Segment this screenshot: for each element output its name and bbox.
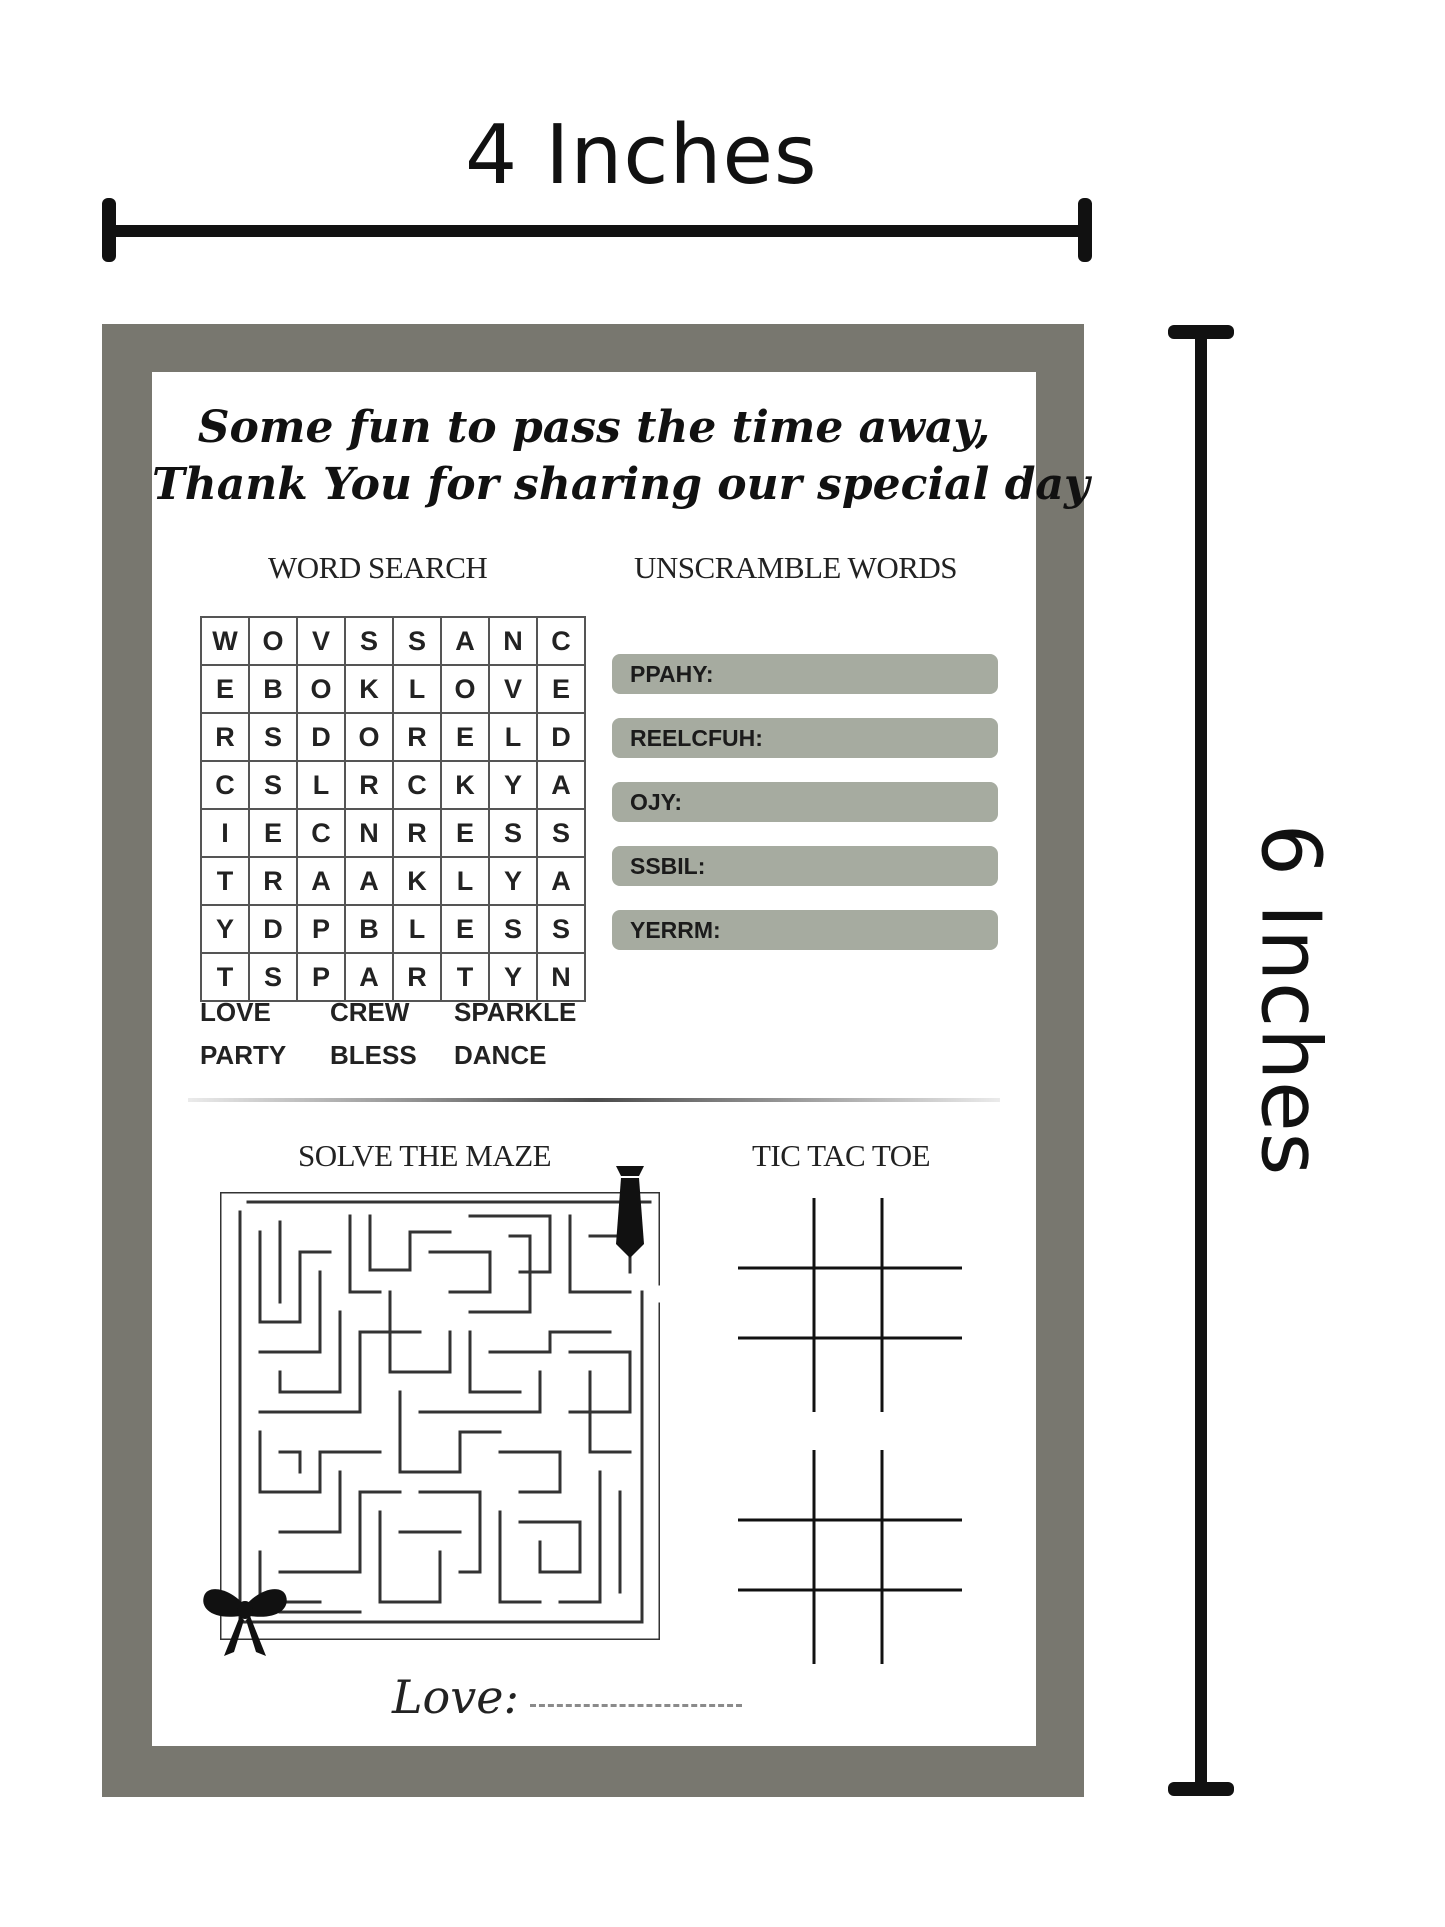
word-search-row — [201, 713, 585, 761]
word-search-word: PARTY — [200, 1040, 287, 1070]
word-search-cell[interactable]: Y — [489, 761, 537, 809]
word-search-cell[interactable]: C — [297, 809, 345, 857]
word-search-cell[interactable]: K — [441, 761, 489, 809]
word-search-word: DANCE — [454, 1040, 547, 1070]
word-search-row — [201, 857, 585, 905]
word-search-cell[interactable]: T — [201, 857, 249, 905]
word-search-cell[interactable]: Y — [201, 905, 249, 953]
height-dimension-cap-bottom — [1168, 1782, 1234, 1796]
word-search-cell[interactable]: E — [441, 713, 489, 761]
word-search-cell[interactable]: A — [345, 953, 393, 1001]
word-search-cell[interactable]: O — [345, 713, 393, 761]
activity-card — [152, 372, 1090, 1746]
word-search-cell[interactable]: O — [297, 665, 345, 713]
word-search-cell[interactable]: A — [345, 857, 393, 905]
word-search-cell[interactable]: P — [297, 953, 345, 1001]
word-search-cell[interactable]: L — [297, 761, 345, 809]
tagline-line-1: Some fun to pass the time away, — [197, 402, 991, 453]
word-search-cell[interactable]: A — [441, 617, 489, 665]
tagline-line-2: Thank You for sharing our special day — [152, 459, 1090, 510]
section-divider — [188, 1098, 1000, 1102]
word-search-cell[interactable]: R — [249, 857, 297, 905]
word-search-word: LOVE — [200, 997, 271, 1027]
word-search-cell[interactable]: L — [393, 905, 441, 953]
word-search-cell[interactable]: T — [201, 953, 249, 1001]
tic-tac-toe-board[interactable] — [738, 1198, 962, 1412]
word-search-word: CREW — [330, 997, 410, 1027]
unscramble-item[interactable]: SSBIL: — [612, 846, 998, 886]
word-search-cell[interactable]: L — [441, 857, 489, 905]
signature-line[interactable] — [530, 1704, 742, 1707]
word-search-cell[interactable]: N — [537, 953, 585, 1001]
height-dimension-cap-top — [1168, 325, 1234, 339]
word-search-cell[interactable]: C — [537, 617, 585, 665]
unscramble-title: UNSCRAMBLE WORDS — [634, 550, 958, 585]
word-search-row — [201, 761, 585, 809]
word-search-cell[interactable]: N — [345, 809, 393, 857]
unscramble-item[interactable]: YERRM: — [612, 910, 998, 950]
word-search-cell[interactable]: O — [441, 665, 489, 713]
word-search-row — [201, 953, 585, 1001]
word-search-cell[interactable]: S — [537, 905, 585, 953]
word-search-cell[interactable]: S — [345, 617, 393, 665]
word-search-cell[interactable]: E — [441, 809, 489, 857]
word-search-cell[interactable]: S — [489, 809, 537, 857]
word-search-cell[interactable]: S — [249, 713, 297, 761]
word-search-word-list — [200, 997, 580, 1071]
tic-tac-toe-board[interactable] — [738, 1450, 962, 1664]
word-search-row — [201, 905, 585, 953]
maze[interactable] — [220, 1192, 660, 1640]
height-dimension-label: 6 Inches — [1242, 823, 1338, 1177]
width-dimension-label: 4 Inches — [465, 108, 818, 203]
word-search-cell[interactable]: P — [297, 905, 345, 953]
word-search-cell[interactable]: R — [393, 953, 441, 1001]
word-search-cell[interactable]: O — [249, 617, 297, 665]
word-search-cell[interactable]: S — [249, 761, 297, 809]
tic-tac-toe-title: TIC TAC TOE — [752, 1138, 931, 1173]
word-search-word: SPARKLE — [454, 997, 577, 1027]
word-search-cell[interactable]: S — [393, 617, 441, 665]
width-dimension-cap-right — [1078, 198, 1092, 262]
word-search-cell[interactable]: K — [393, 857, 441, 905]
unscramble-item[interactable]: REELCFUH: — [612, 718, 998, 758]
tie-icon — [612, 1164, 648, 1260]
unscramble-list — [612, 654, 998, 974]
word-search-cell[interactable]: D — [297, 713, 345, 761]
unscramble-item[interactable]: OJY: — [612, 782, 998, 822]
word-search-cell[interactable]: A — [537, 761, 585, 809]
width-dimension-cap-left — [102, 198, 116, 262]
word-search-cell[interactable]: A — [297, 857, 345, 905]
word-search-cell[interactable]: R — [345, 761, 393, 809]
word-search-cell[interactable]: D — [249, 905, 297, 953]
signature-label: Love: — [392, 1670, 519, 1724]
unscramble-item[interactable]: PPAHY: — [612, 654, 998, 694]
word-search-cell[interactable]: Y — [489, 953, 537, 1001]
word-search-cell[interactable]: V — [489, 665, 537, 713]
word-search-cell[interactable]: S — [489, 905, 537, 953]
word-search-cell[interactable]: R — [393, 713, 441, 761]
height-dimension-bar — [1195, 330, 1207, 1790]
word-search-row — [201, 665, 585, 713]
word-search-cell[interactable]: E — [537, 665, 585, 713]
word-search-title: WORD SEARCH — [268, 550, 488, 585]
word-search-grid — [200, 616, 586, 1002]
word-search-cell[interactable]: N — [489, 617, 537, 665]
word-search-cell[interactable]: L — [489, 713, 537, 761]
word-search-cell[interactable]: S — [249, 953, 297, 1001]
word-search-cell[interactable]: C — [201, 761, 249, 809]
word-search-cell[interactable]: T — [441, 953, 489, 1001]
word-search-cell[interactable]: C — [393, 761, 441, 809]
word-search-row — [201, 809, 585, 857]
word-search-cell[interactable]: E — [441, 905, 489, 953]
word-search-row — [201, 617, 585, 665]
word-search-cell[interactable]: W — [201, 617, 249, 665]
word-search-cell[interactable]: A — [537, 857, 585, 905]
word-search-cell[interactable]: R — [393, 809, 441, 857]
word-search-cell[interactable]: R — [201, 713, 249, 761]
word-search-cell[interactable]: E — [249, 809, 297, 857]
word-search-cell[interactable]: V — [297, 617, 345, 665]
word-search-cell[interactable]: L — [393, 665, 441, 713]
word-search-cell[interactable]: Y — [489, 857, 537, 905]
word-search-cell[interactable]: S — [537, 809, 585, 857]
bow-icon — [200, 1582, 290, 1658]
word-search-cell[interactable]: I — [201, 809, 249, 857]
width-dimension-bar — [108, 225, 1086, 237]
word-search-cell[interactable]: K — [345, 665, 393, 713]
word-search-cell[interactable]: D — [537, 713, 585, 761]
word-search-cell[interactable]: E — [201, 665, 249, 713]
word-search-cell[interactable]: B — [345, 905, 393, 953]
word-search-cell[interactable]: B — [249, 665, 297, 713]
maze-title: SOLVE THE MAZE — [298, 1138, 552, 1173]
word-search-word: BLESS — [330, 1040, 417, 1070]
